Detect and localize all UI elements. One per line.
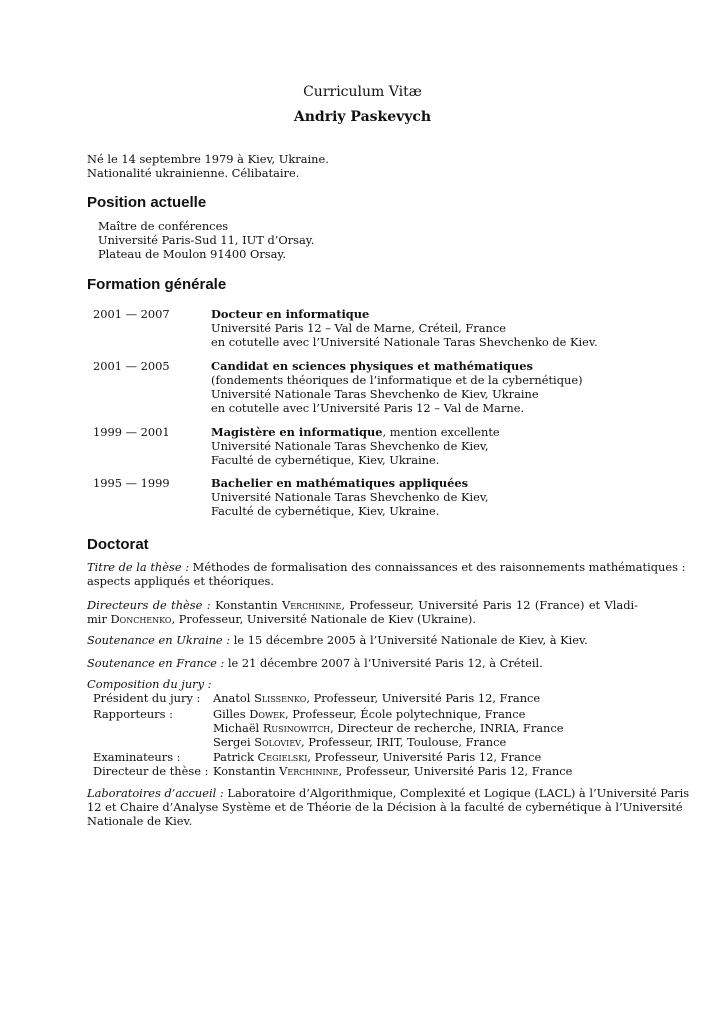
education-degree: Bachelier en mathématiques appliquées	[211, 476, 469, 490]
education-line: Université Nationale Taras Shevchenko de Kiev,	[211, 490, 489, 504]
jury-role: Examinateurs :	[93, 750, 181, 764]
directors-line	[87, 598, 638, 613]
education-line: (fondements théoriques de l’informatique et de la cybernétique)	[211, 373, 583, 387]
jury-last-name: Rusinowitch	[262, 721, 331, 735]
education-mention: , mention excellente	[382, 425, 500, 439]
labs-label: Laboratoires d’accueil :	[87, 786, 224, 800]
birth-info: Né le 14 septembre 1979 à Kiev, Ukraine.	[87, 152, 329, 166]
jury-member	[213, 750, 541, 765]
thesis-title: Méthodes de formalisation des connaissances et des raisonnements mathématiques :	[192, 560, 686, 574]
jury-last-name: Slissenko	[254, 691, 307, 705]
jury-affiliation: , Professeur, Université Paris 12, France	[338, 764, 573, 778]
education-line: en cotutelle avec l’Université Nationale Taras Shevchenko de Kiev.	[211, 335, 598, 349]
jury-role: Directeur de thèse :	[93, 764, 209, 778]
jury-role: Président du jury :	[93, 691, 201, 705]
position-line: Maître de conférences	[98, 219, 229, 233]
directors-label: Directeurs de thèse :	[87, 598, 211, 612]
jury-first-name: Anatol	[213, 691, 251, 705]
labs-line: 12 et Chaire d’Analyse Système et de Théorie de la Décision à la faculté de cybernétique à l’Université	[87, 800, 683, 814]
jury-member	[213, 707, 525, 722]
position-line: Plateau de Moulon 91400 Orsay.	[98, 247, 286, 261]
defense-france	[87, 656, 543, 671]
jury-affiliation: , Directeur de recherche, INRIA, France	[330, 721, 564, 735]
thesis-title-line	[87, 560, 686, 575]
education-years: 2001 — 2007	[93, 307, 170, 321]
director-affiliation: , Professeur, Université Paris 12 (France) et Vladi-	[341, 598, 638, 612]
jury-first-name: Gilles	[213, 707, 246, 721]
person-name: Andriy Paskevych	[293, 109, 432, 125]
director-first-name: Konstantin	[215, 598, 278, 612]
education-years: 2001 — 2005	[93, 359, 170, 373]
education-line: Université Paris 12 – Val de Marne, Créteil, France	[211, 321, 507, 335]
thesis-title-label: Titre de la thèse :	[87, 560, 190, 574]
education-years: 1995 — 1999	[93, 476, 170, 490]
education-degree: Magistère en informatique	[211, 425, 383, 439]
labs-line	[87, 786, 690, 801]
jury-first-name: Patrick	[213, 750, 254, 764]
jury-first-name: Konstantin	[213, 764, 276, 778]
education-degree: Docteur en informatique	[211, 307, 370, 321]
nationality-info: Nationalité ukrainienne. Célibataire.	[87, 166, 300, 180]
defense-ukraine-value: le 15 décembre 2005 à l’Université Nationale de Kiev, à Kiev.	[233, 633, 588, 647]
jury-affiliation: , Professeur, École polytechnique, France	[284, 707, 526, 721]
jury-label: Composition du jury :	[87, 677, 212, 691]
education-line: en cotutelle avec l’Université Paris 12 – Val de Marne.	[211, 401, 525, 415]
document-title: Curriculum Vitæ	[303, 84, 422, 100]
labs-line: Nationale de Kiev.	[87, 814, 193, 828]
defense-france-value: le 21 décembre 2007 à l’Université Paris 12, à Créteil.	[227, 656, 543, 670]
jury-first-name: Michaël	[213, 721, 260, 735]
education-line: Université Nationale Taras Shevchenko de Kiev, Ukraine	[211, 387, 539, 401]
director-last-name: Verchinine	[282, 598, 342, 612]
defense-ukraine	[87, 633, 588, 648]
education-years: 1999 — 2001	[93, 425, 170, 439]
director-affiliation: , Professeur, Université Nationale de Kiev (Ukraine).	[171, 612, 477, 626]
jury-first-name: Sergei	[213, 735, 251, 749]
director-last-name: Donchenko	[110, 612, 172, 626]
education-degree-line	[211, 425, 500, 440]
jury-last-name: Cegielski	[257, 750, 308, 764]
jury-last-name: Soloviev	[254, 735, 301, 749]
jury-affiliation: , Professeur, IRIT, Toulouse, France	[300, 735, 507, 749]
director-first-name: mir	[87, 612, 107, 626]
defense-france-label: Soutenance en France :	[87, 656, 225, 670]
thesis-title-line: aspects appliqués et théoriques.	[87, 574, 274, 588]
jury-affiliation: , Professeur, Université Paris 12, France	[307, 750, 542, 764]
jury-member	[213, 721, 564, 736]
jury-member	[213, 735, 506, 750]
section-heading-education: Formation générale	[87, 276, 227, 293]
jury-affiliation: , Professeur, Université Paris 12, France	[306, 691, 541, 705]
jury-member	[213, 691, 540, 706]
section-heading-position: Position actuelle	[87, 194, 207, 211]
education-degree: Candidat en sciences physiques et mathématiques	[211, 359, 533, 373]
section-heading-doctorate: Doctorat	[87, 536, 149, 553]
education-line: Faculté de cybernétique, Kiev, Ukraine.	[211, 504, 440, 518]
labs-text: Laboratoire d’Algorithmique, Complexité et Logique (LACL) à l’Université Paris	[227, 786, 690, 800]
jury-last-name: Verchinine	[279, 764, 339, 778]
directors-line	[87, 612, 476, 627]
education-line: Faculté de cybernétique, Kiev, Ukraine.	[211, 453, 440, 467]
education-line: Université Nationale Taras Shevchenko de Kiev,	[211, 439, 489, 453]
jury-member	[213, 764, 572, 779]
position-line: Université Paris-Sud 11, IUT d’Orsay.	[98, 233, 315, 247]
defense-ukraine-label: Soutenance en Ukraine :	[87, 633, 231, 647]
jury-last-name: Dowek	[249, 707, 285, 721]
jury-role: Rapporteurs :	[93, 707, 173, 721]
